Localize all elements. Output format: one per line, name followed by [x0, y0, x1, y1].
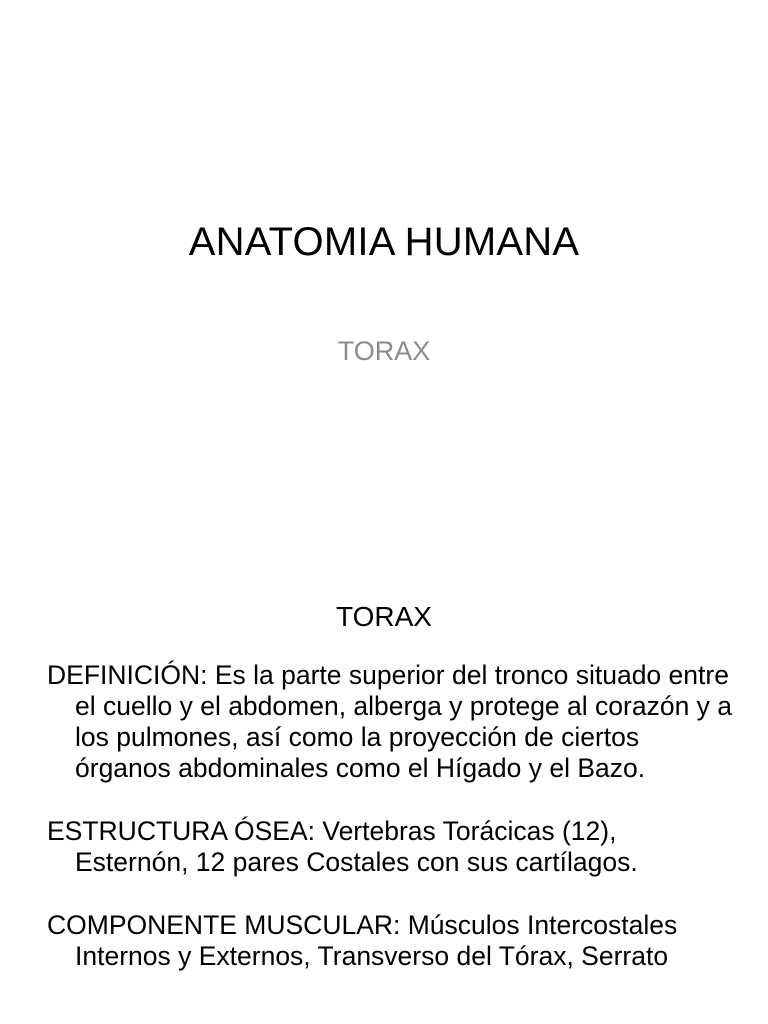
- bone-structure-paragraph: ESTRUCTURA ÓSEA: Vertebras Torácicas (12), Esternón, 12 pares Costales con sus cartílagos.: [47, 816, 638, 877]
- slide-torax-body: [47, 660, 737, 1004]
- slide-torax-heading: TORAX: [336, 601, 432, 632]
- slide-subtitle: TORAX: [337, 336, 431, 366]
- muscle-component-paragraph: COMPONENTE MUSCULAR: Músculos Intercostales Internos y Externos, Transverso del Tórax, Serrato: [47, 910, 678, 971]
- definition-paragraph: DEFINICIÓN: Es la parte superior del tronco situado entre el cuello y el abdomen, alberga y protege al corazón y a los pulmones, así como la proyección de ciertos órganos abdominales como el Hígado y el Bazo.: [47, 660, 733, 783]
- slide-torax: [0, 576, 768, 1024]
- slide-title-heading: ANATOMIA HUMANA: [188, 220, 580, 264]
